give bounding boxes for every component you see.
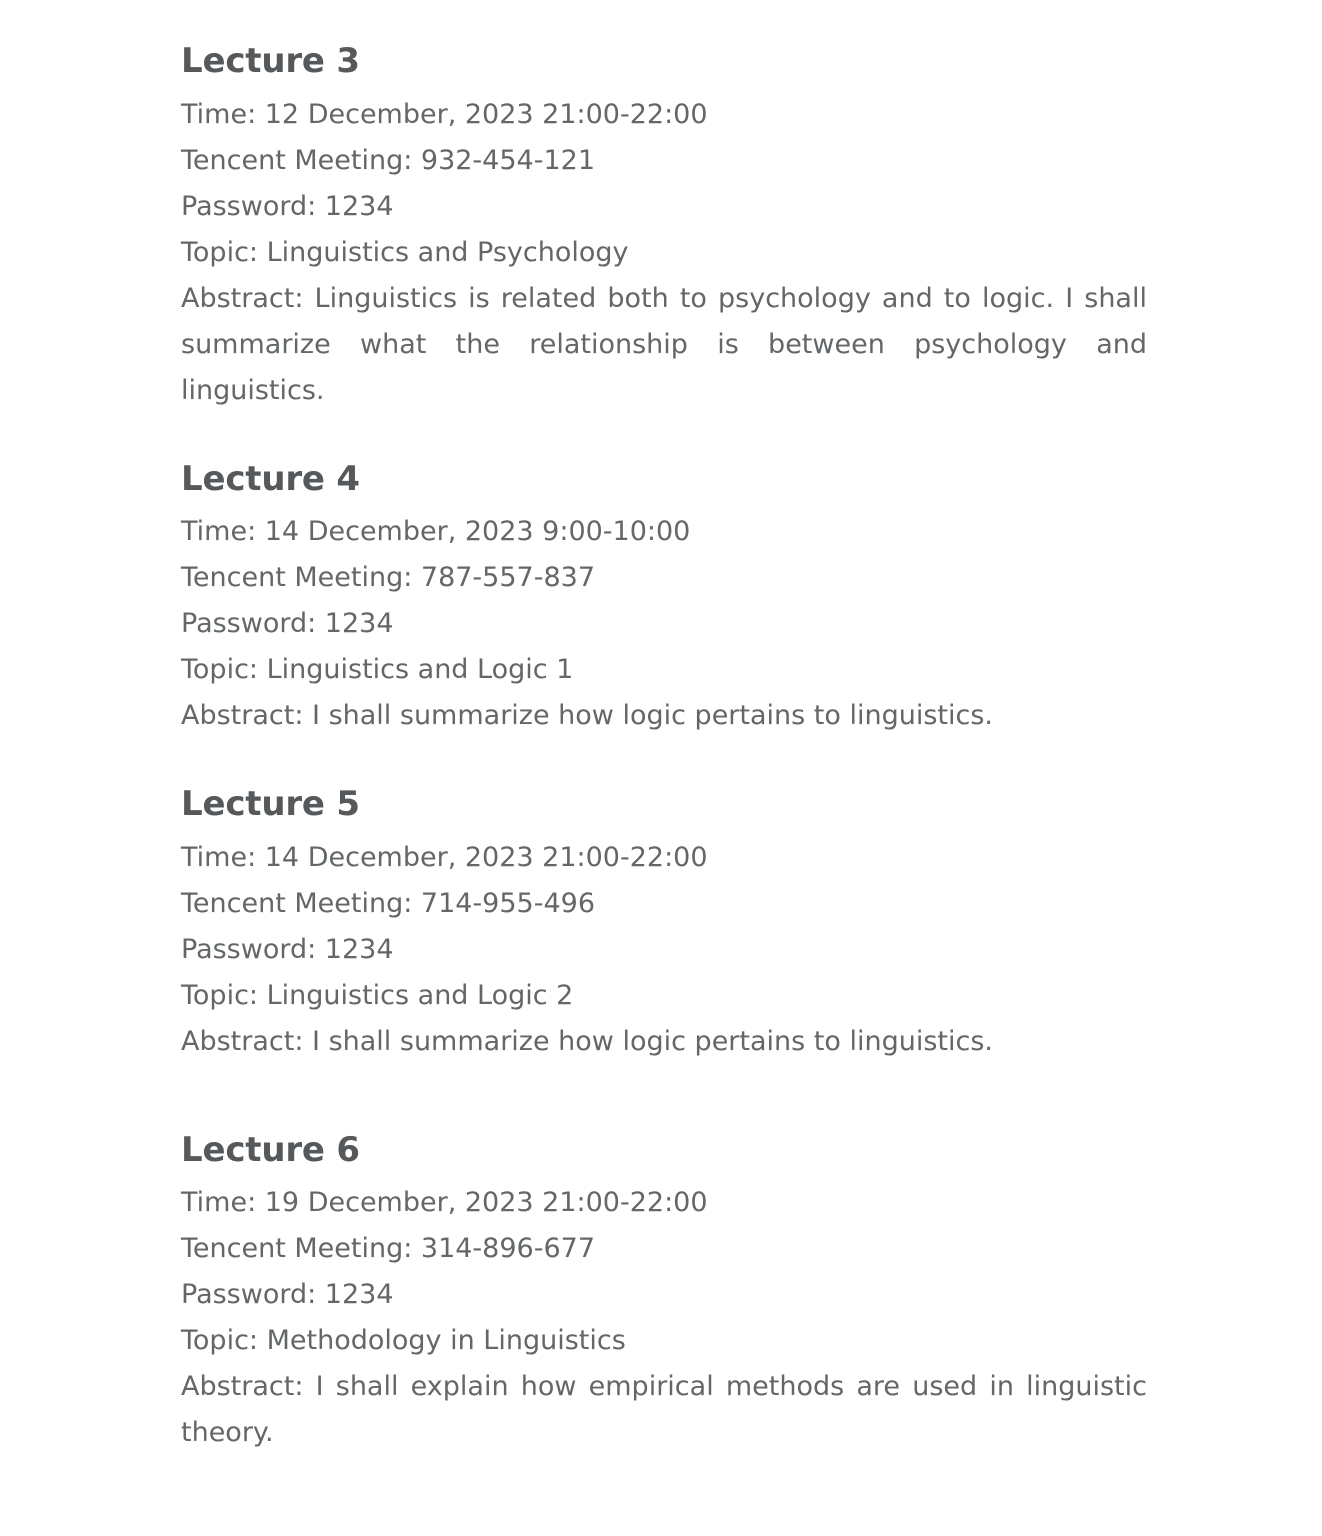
lecture-meeting-id: Tencent Meeting: 787-557-837	[181, 562, 595, 593]
lecture-meeting-id: Tencent Meeting: 314-896-677	[181, 1233, 595, 1264]
lecture-time: Time: 14 December, 2023 9:00-10:00	[181, 516, 691, 547]
lecture-topic: Topic: Methodology in Linguistics	[181, 1325, 626, 1356]
lecture-topic: Topic: Linguistics and Psychology	[181, 236, 629, 268]
lecture-password: Password: 1234	[181, 933, 394, 965]
lecture-time: Time: 19 December, 2023 21:00-22:00	[181, 1187, 708, 1218]
lecture-title: Lecture 3	[181, 41, 360, 81]
lecture-title: Lecture 5	[181, 784, 360, 824]
lecture-title: Lecture 6	[181, 1129, 360, 1170]
lecture-abstract: Abstract: I shall explain how empirical methods are used in linguistic theory.	[181, 1371, 1147, 1448]
lecture-topic: Topic: Linguistics and Logic 1	[181, 654, 574, 685]
lecture-password: Password: 1234	[181, 190, 394, 222]
lecture-section	[181, 40, 1147, 414]
lecture-topic: Topic: Linguistics and Logic 2	[181, 979, 574, 1011]
lecture-password: Password: 1234	[181, 1279, 394, 1310]
lecture-abstract: Abstract: Linguistics is related both to psychology and to logic. I shall summarize what the relationship is between psychology and linguistics.	[181, 282, 1147, 406]
lecture-section	[181, 1129, 1147, 1457]
lecture-meeting-id: Tencent Meeting: 932-454-121	[181, 144, 595, 176]
lecture-abstract: Abstract: I shall summarize how logic pertains to linguistics.	[181, 700, 994, 731]
lecture-time: Time: 14 December, 2023 21:00-22:00	[181, 841, 708, 873]
lecture-time: Time: 12 December, 2023 21:00-22:00	[181, 98, 708, 130]
lecture-password: Password: 1234	[181, 608, 394, 639]
lecture-section	[181, 783, 1147, 1065]
lecture-meeting-id: Tencent Meeting: 714-955-496	[181, 887, 595, 919]
section-spacer	[181, 1109, 1147, 1129]
lecture-title: Lecture 4	[181, 458, 360, 499]
lecture-abstract: Abstract: I shall summarize how logic pertains to linguistics.	[181, 1025, 994, 1057]
lecture-section	[181, 458, 1147, 740]
